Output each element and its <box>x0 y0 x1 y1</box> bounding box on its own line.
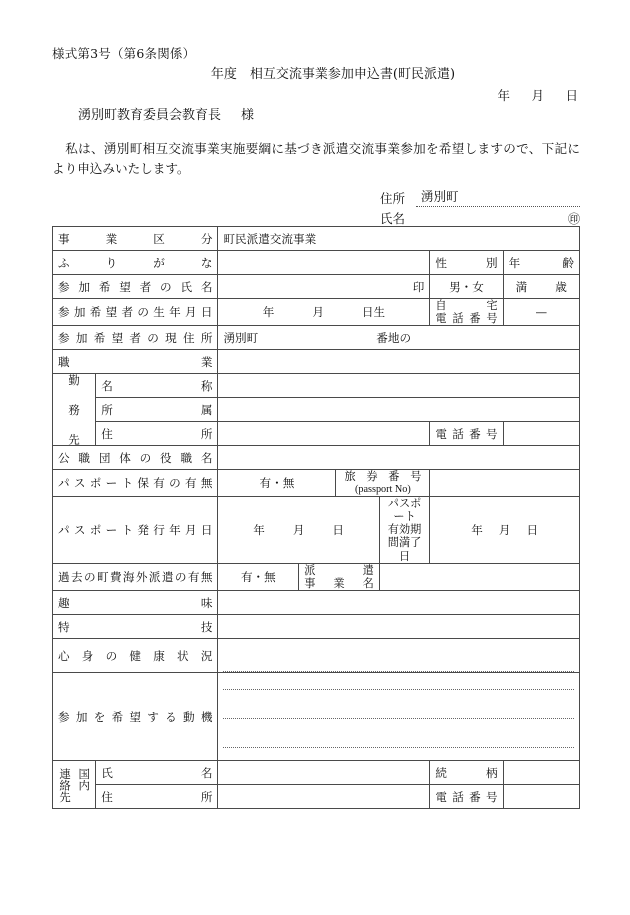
table-row-passport-issued <box>53 496 580 563</box>
table-row-workplace-address <box>53 422 580 446</box>
passport-expiry-day-label: 日 <box>526 522 539 537</box>
workplace-department-label: 所属 <box>96 398 218 422</box>
contact-name-label: 氏名 <box>96 761 218 785</box>
date-year-label: 年 <box>497 88 510 103</box>
date-day-label: 日 <box>565 88 578 103</box>
public-post-label: 公職団体の役職名 <box>53 446 218 470</box>
signature-address-label: 住所 <box>380 191 406 206</box>
table-row-past-dispatch <box>53 563 580 590</box>
hobby-label: 趣味 <box>53 591 218 615</box>
business-type-value: 町民派遣交流事業 <box>218 227 580 251</box>
contact-phone-label: 電話番号 <box>430 785 503 809</box>
passport-number-label-jp: 旅券番号 <box>344 470 422 484</box>
table-row-furigana <box>53 251 580 275</box>
date-month-label: 月 <box>531 88 544 103</box>
addressee-honorific: 様 <box>241 108 255 123</box>
signature-address-input[interactable]: 湧別町 <box>416 187 580 207</box>
current-address-input[interactable] <box>218 326 580 350</box>
table-row-contact-address <box>53 785 580 809</box>
form-number: 様式第3号（第6条関係） <box>52 46 196 61</box>
date-line <box>497 86 578 104</box>
passport-expiry-year-label: 年 <box>471 522 483 537</box>
workplace-vertical-label: 勤務先 <box>53 374 96 446</box>
body-paragraph-text: 私は、湧別町相互交流事業実施要綱に基づき派遣交流事業参加を希望しますので、下記により申込みいたします。 <box>52 141 580 177</box>
motivation-label: 参加を希望する動機 <box>53 673 218 761</box>
home-phone-label <box>430 299 503 326</box>
health-label: 心身の健康状況 <box>53 639 218 673</box>
passport-number-label-en: (passport No) <box>355 483 411 495</box>
signature-name-label: 氏名 <box>380 211 406 226</box>
motivation-rule-line-2 <box>223 702 574 719</box>
table-row-health <box>53 639 580 673</box>
age-value[interactable] <box>503 275 579 299</box>
table-row-applicant-name <box>53 275 580 299</box>
workplace-name-label: 名称 <box>96 374 218 398</box>
past-dispatch-project-label-line2: 事業名 <box>304 577 374 590</box>
workplace-name-input[interactable] <box>218 374 580 398</box>
signature-address-row <box>380 187 580 207</box>
birthdate-label: 参加希望者の生年月日 <box>53 299 218 326</box>
workplace-phone-input[interactable] <box>503 422 579 446</box>
birthdate-year-label: 年 <box>262 305 275 320</box>
home-phone-label-line2: 電話番号 <box>435 312 498 326</box>
table-row-workplace-department <box>53 398 580 422</box>
motivation-rule-line-3 <box>223 731 574 748</box>
contact-relation-label: 続柄 <box>430 761 503 785</box>
birthdate-month-label: 月 <box>312 305 324 320</box>
past-dispatch-value[interactable]: 有・無 <box>218 563 299 590</box>
table-row-workplace-name <box>53 374 580 398</box>
motivation-rule-line-1 <box>223 673 574 690</box>
current-address-label: 参加希望者の現住所 <box>53 326 218 350</box>
age-label: 年齢 <box>503 251 579 275</box>
current-address-value: 湧別町 <box>223 330 259 345</box>
passport-issued-label: パスポート発行年月日 <box>53 496 218 563</box>
contact-address-input[interactable] <box>218 785 430 809</box>
passport-issued-input[interactable] <box>218 496 379 563</box>
signature-name-input[interactable] <box>416 211 580 227</box>
hobby-input[interactable] <box>218 591 580 615</box>
passport-expiry-label <box>379 496 430 563</box>
business-type-label: 事業区分 <box>53 227 218 251</box>
document-title: 年度 相互交流事業参加申込書(町民派遣) <box>210 67 456 82</box>
contact-relation-input[interactable] <box>503 761 579 785</box>
occupation-input[interactable] <box>218 350 580 374</box>
skill-label: 特技 <box>53 615 218 639</box>
passport-expiry-input[interactable] <box>430 496 580 563</box>
table-row-skill <box>53 615 580 639</box>
age-suffix: 歳 <box>555 279 567 294</box>
home-phone-value[interactable]: — <box>503 299 579 326</box>
gender-label: 性別 <box>430 251 503 275</box>
birthdate-day-label: 日生 <box>361 305 386 320</box>
past-dispatch-project-label-line1: 派遣 <box>304 563 374 577</box>
addressee-name: 湧別町教育委員会教育長 <box>78 108 222 123</box>
contact-vertical-label-right: 国内 <box>77 767 92 791</box>
applicant-name-label: 参加希望者の氏名 <box>53 275 218 299</box>
table-row-birthdate <box>53 299 580 326</box>
passport-issued-year-label: 年 <box>253 522 265 537</box>
passport-expiry-label-line1: パスポート <box>387 496 422 523</box>
public-post-input[interactable] <box>218 446 580 470</box>
table-row-current-address <box>53 326 580 350</box>
body-paragraph <box>52 139 580 180</box>
contact-address-label: 住所 <box>96 785 218 809</box>
contact-name-input[interactable] <box>218 761 430 785</box>
contact-vertical-label-left: 連絡先 <box>58 767 73 802</box>
passport-held-value[interactable]: 有・無 <box>218 470 336 496</box>
workplace-department-input[interactable] <box>218 398 580 422</box>
motivation-input[interactable] <box>218 673 580 761</box>
passport-held-label: パスポート保有の有無 <box>53 470 218 496</box>
passport-number-input[interactable] <box>430 470 580 496</box>
table-row-motivation <box>53 673 580 761</box>
workplace-address-input[interactable] <box>218 422 430 446</box>
passport-issued-month-label: 月 <box>292 522 305 537</box>
skill-input[interactable] <box>218 615 580 639</box>
application-table <box>52 226 580 809</box>
workplace-address-label: 住所 <box>96 422 218 446</box>
seal-icon: ㊞ <box>567 212 580 226</box>
contact-vertical-label <box>53 761 96 809</box>
passport-expiry-label-line2: 有効期間満了日 <box>387 523 422 563</box>
table-row-contact-name <box>53 761 580 785</box>
addressee <box>78 104 254 123</box>
passport-expiry-month-label: 月 <box>498 522 511 537</box>
applicant-name-input[interactable] <box>218 275 430 299</box>
health-rule-line <box>223 655 574 672</box>
passport-number-label <box>336 470 430 496</box>
table-row-occupation <box>53 350 580 374</box>
passport-issued-day-label: 日 <box>332 522 345 537</box>
contact-phone-input[interactable] <box>503 785 579 809</box>
applicant-name-seal-label: 印 <box>412 279 425 294</box>
table-row-hobby <box>53 591 580 615</box>
home-phone-label-line1: 自宅 <box>435 299 498 312</box>
age-prefix: 満 <box>515 279 528 294</box>
current-address-suffix: 番地の <box>376 330 412 345</box>
gender-value[interactable]: 男・女 <box>430 275 503 299</box>
signature-name-row <box>380 207 580 227</box>
past-dispatch-project-input[interactable] <box>379 563 579 590</box>
table-row-passport-held <box>53 470 580 496</box>
occupation-label: 職業 <box>53 350 218 374</box>
health-input[interactable] <box>218 639 580 673</box>
furigana-input[interactable] <box>218 251 430 275</box>
past-dispatch-label: 過去の町費海外派遣の有無 <box>53 563 218 590</box>
signature-block <box>380 187 580 227</box>
table-row-business-type <box>53 227 580 251</box>
furigana-label: ふりがな <box>53 251 218 275</box>
workplace-phone-label: 電話番号 <box>430 422 503 446</box>
birthdate-input[interactable] <box>218 299 430 326</box>
past-dispatch-project-label <box>299 563 380 590</box>
table-row-public-post <box>53 446 580 470</box>
